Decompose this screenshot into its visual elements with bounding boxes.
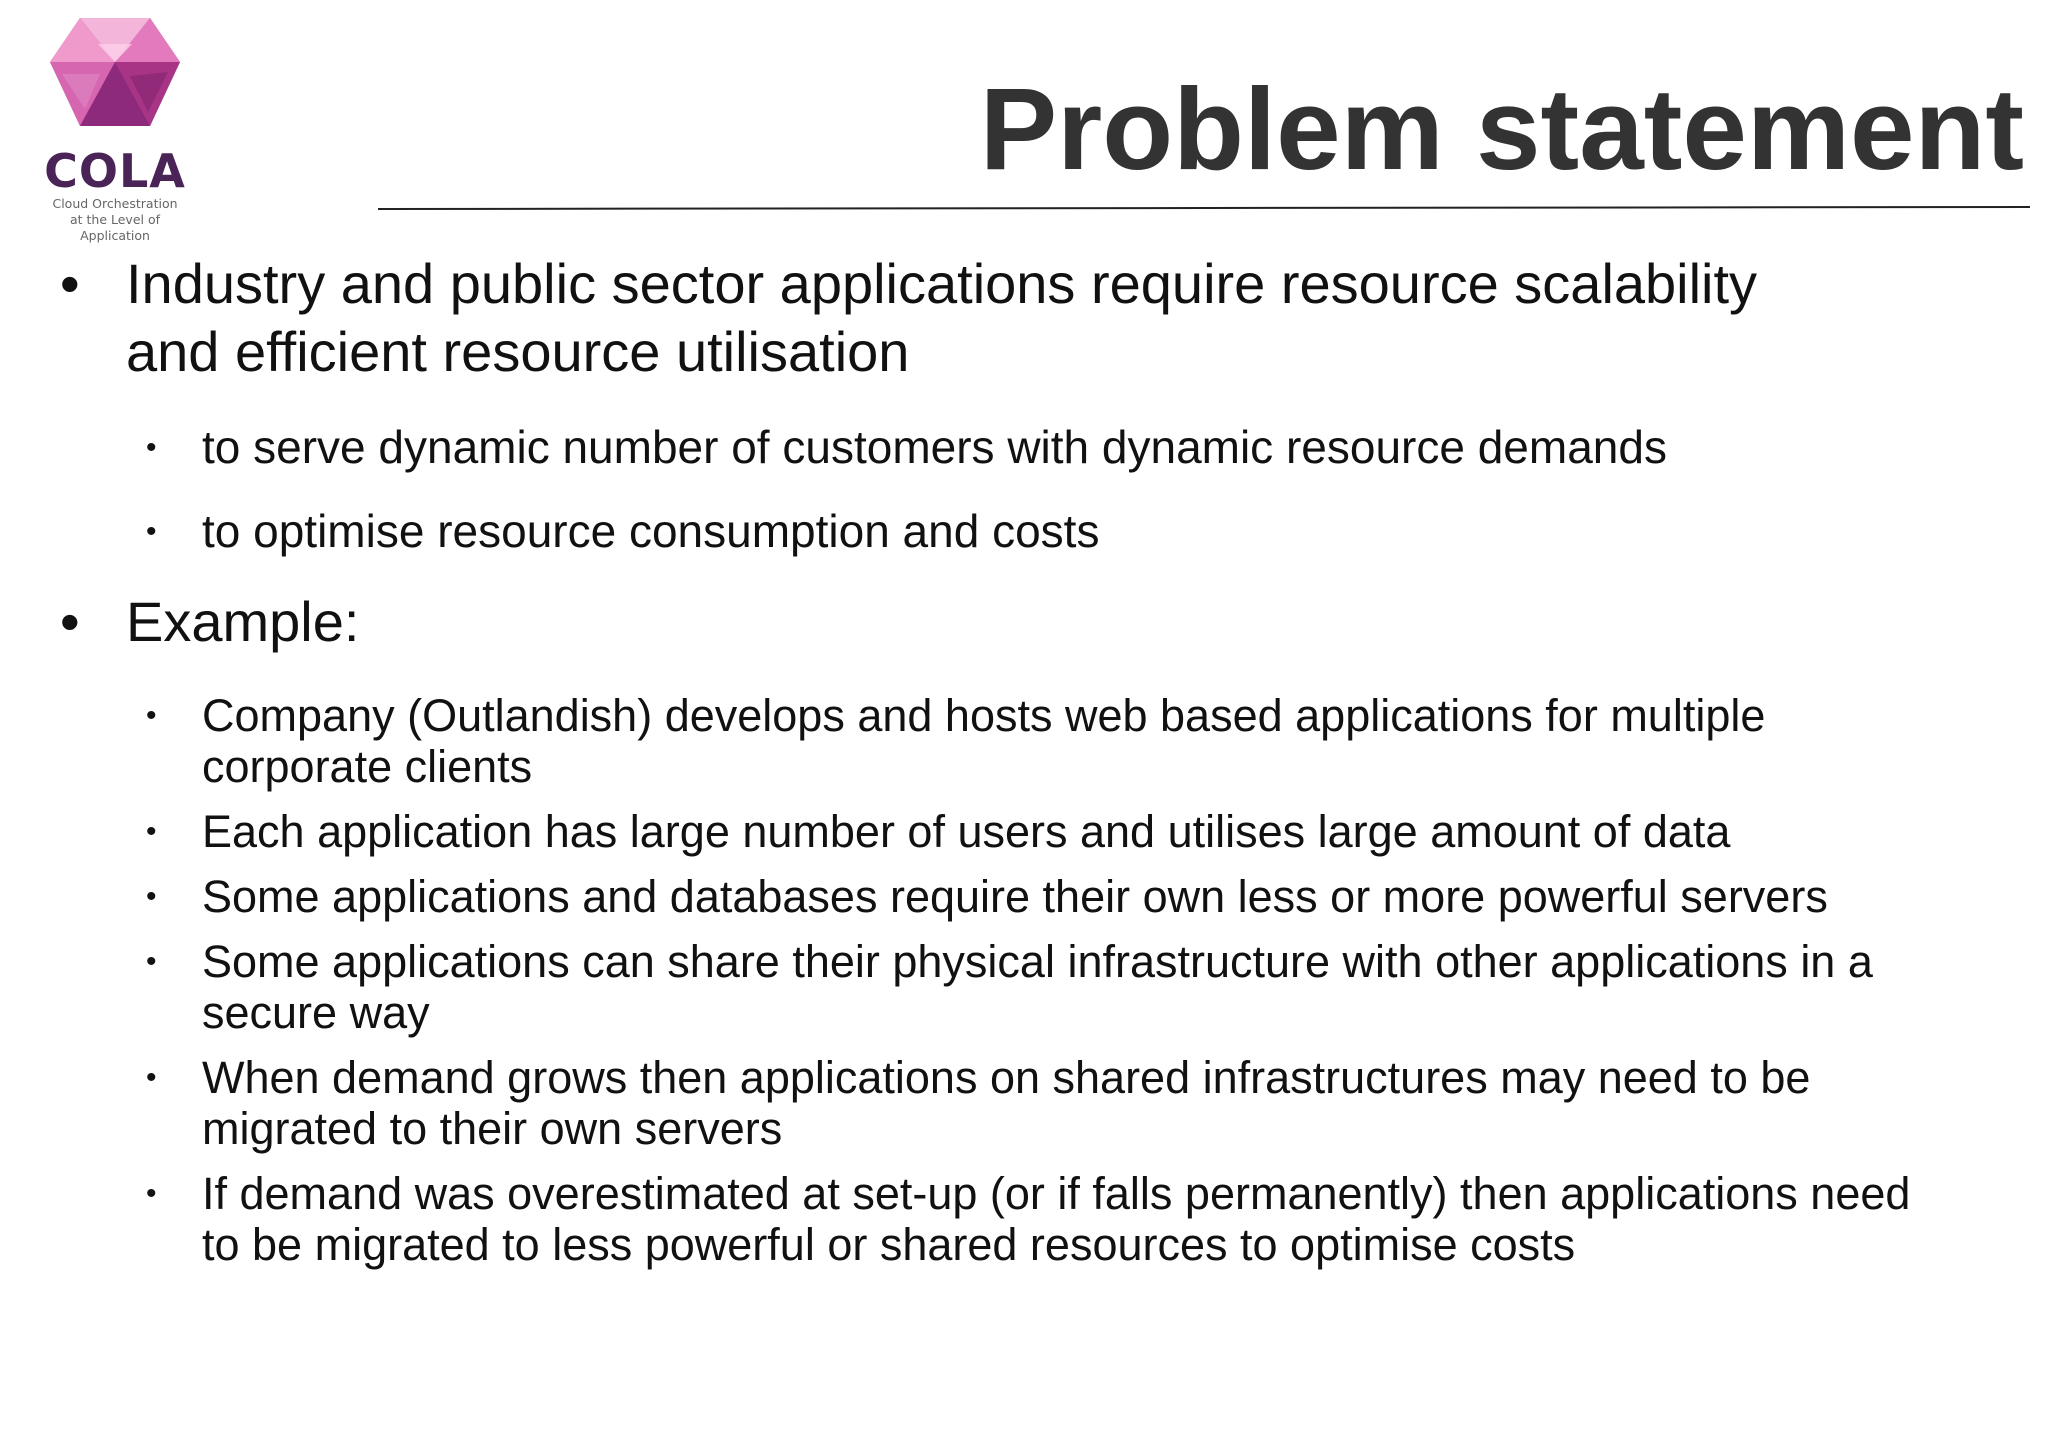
sub-bullet-item xyxy=(146,1052,1811,1154)
logo-subtitle xyxy=(40,196,190,244)
title-divider xyxy=(378,206,2030,210)
bullet-dot-icon: • xyxy=(146,815,157,848)
bullet-text-line: Example: xyxy=(126,590,360,653)
cola-logo xyxy=(40,14,190,243)
sub-bullet-item xyxy=(146,871,1828,922)
bullet-dot-icon: • xyxy=(146,699,157,732)
sub-bullet-text-line: secure way xyxy=(202,987,430,1038)
sub-bullet-text-line: migrated to their own servers xyxy=(202,1103,783,1154)
logo-subtitle-line1: Cloud Orchestration xyxy=(52,196,178,211)
bullet-text-line: and efficient resource utilisation xyxy=(126,320,910,383)
bullet-dot-icon: • xyxy=(146,945,157,978)
sub-bullet-text-line: Each application has large number of users and utilises large amount of data xyxy=(202,806,1731,857)
cola-logo-icon xyxy=(40,14,190,140)
sub-bullet-text: to serve dynamic number of customers with dynamic resource demands xyxy=(202,421,1667,473)
bullet-item xyxy=(60,250,1758,386)
sub-bullet-text-line: When demand grows then applications on shared infrastructures may need to be xyxy=(202,1052,1811,1103)
bullet-dot-icon: • xyxy=(146,515,157,548)
sub-bullet-text-line: Some applications and databases require their own less or more powerful servers xyxy=(202,871,1828,922)
bullet-text-line: Industry and public sector applications require resource scalability xyxy=(126,252,1758,315)
bullet-dot-icon: • xyxy=(60,252,80,315)
sub-bullet-text-line: to be migrated to less powerful or shared resources to optimise costs xyxy=(202,1219,1576,1270)
bullet-dot-icon: • xyxy=(146,880,157,913)
bullet-dot-icon: • xyxy=(146,1061,157,1094)
bullet-dot-icon: • xyxy=(146,1177,157,1210)
sub-bullet-item xyxy=(146,806,1731,857)
sub-bullet-item xyxy=(146,690,1766,792)
sub-bullet-text-line: Company (Outlandish) develops and hosts web based applications for multiple xyxy=(202,690,1766,741)
sub-bullet-item xyxy=(146,936,1873,1038)
sub-bullet-text-line: If demand was overestimated at set-up (or if falls permanently) then applications need xyxy=(202,1168,1911,1219)
sub-bullet-text-line: corporate clients xyxy=(202,741,533,792)
bullet-dot-icon: • xyxy=(146,431,157,464)
bullet-item xyxy=(60,588,360,656)
sub-bullet-item xyxy=(146,421,1667,473)
sub-bullet-text: to optimise resource consumption and costs xyxy=(202,505,1100,557)
logo-name: COLA xyxy=(44,144,186,198)
logo-subtitle-line2: at the Level of Application xyxy=(69,212,161,243)
sub-bullet-item xyxy=(146,505,1100,557)
slide-title: Problem statement xyxy=(979,64,2024,194)
sub-bullet-text-line: Some applications can share their physical infrastructure with other applications in a xyxy=(202,936,1873,987)
sub-bullet-item xyxy=(146,1168,1911,1270)
bullet-dot-icon: • xyxy=(60,590,80,653)
